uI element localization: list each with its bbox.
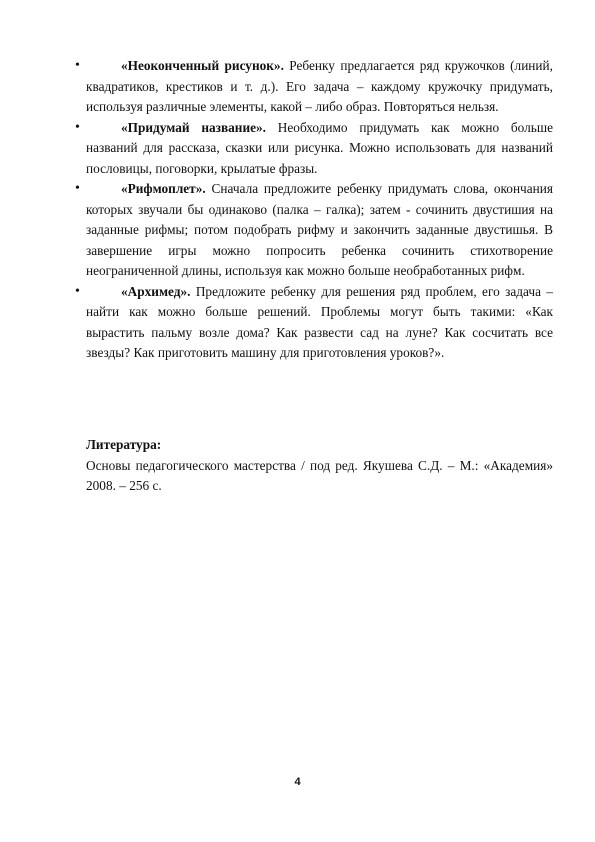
list-item (0, 56, 595, 118)
list-item-body: Предложите ребенку для решения ряд проблем, его задача – найти как можно больше решений. Проблемы могут быть такими: «Как вырастить пальму возле дома? Как развести сад на луне? Как сосчитать все звезды? Как приготовить машину для приготовления уроков?». (86, 283, 553, 360)
list-item-title: «Архимед». (121, 283, 191, 299)
literature-heading: Литература: (86, 437, 162, 452)
list-item-body: Ребенку предлагается ряд кружочков (линий, квадратиков, крестиков и т. д.). Его задача – каждому кружочку придумать, используя различные элементы, какой – либо образ. Повторяться нельзя. (86, 58, 553, 114)
list-item-text (86, 179, 553, 282)
list-item (0, 118, 595, 180)
list-item (0, 179, 595, 282)
page-number: 4 (294, 776, 301, 788)
bullet-icon: • (75, 181, 80, 196)
list-item (0, 282, 595, 364)
list-item-body: Необходимо придумать как можно больше названий для рассказа, сказки или рисунка. Можно использовать для названий пословицы, поговорки, крылатые фразы. (86, 119, 553, 176)
bullet-icon: • (75, 119, 80, 135)
list-item-title: «Придумай название». (121, 119, 266, 135)
literature-section (86, 435, 553, 497)
literature-reference: Основы педагогического мастерства / под ред. Якушева С.Д. – М.: «Академия» 2008. – 256 с. (86, 457, 553, 493)
list-item-title: «Рифмоплет». (121, 181, 206, 196)
list-item-body: Сначала предложите ребенку придумать слова, окончания которых звучали бы одинаково (палка – галка); затем - сочинить двустишия на заданные рифмы; потом подобрать рифму и закончить заданные двустишья. В завершение игры можно попросить ребенка сочинить стихотворение неограниченной длины, используя как можно больше необработанных рифм. (86, 181, 553, 278)
game-list (0, 56, 595, 364)
list-item-text (86, 282, 553, 364)
bullet-icon: • (75, 283, 80, 299)
list-item-text (86, 56, 553, 118)
list-item-title: «Неоконченный рисунок». (121, 58, 284, 73)
bullet-icon: • (75, 58, 80, 73)
list-item-text (86, 118, 553, 180)
